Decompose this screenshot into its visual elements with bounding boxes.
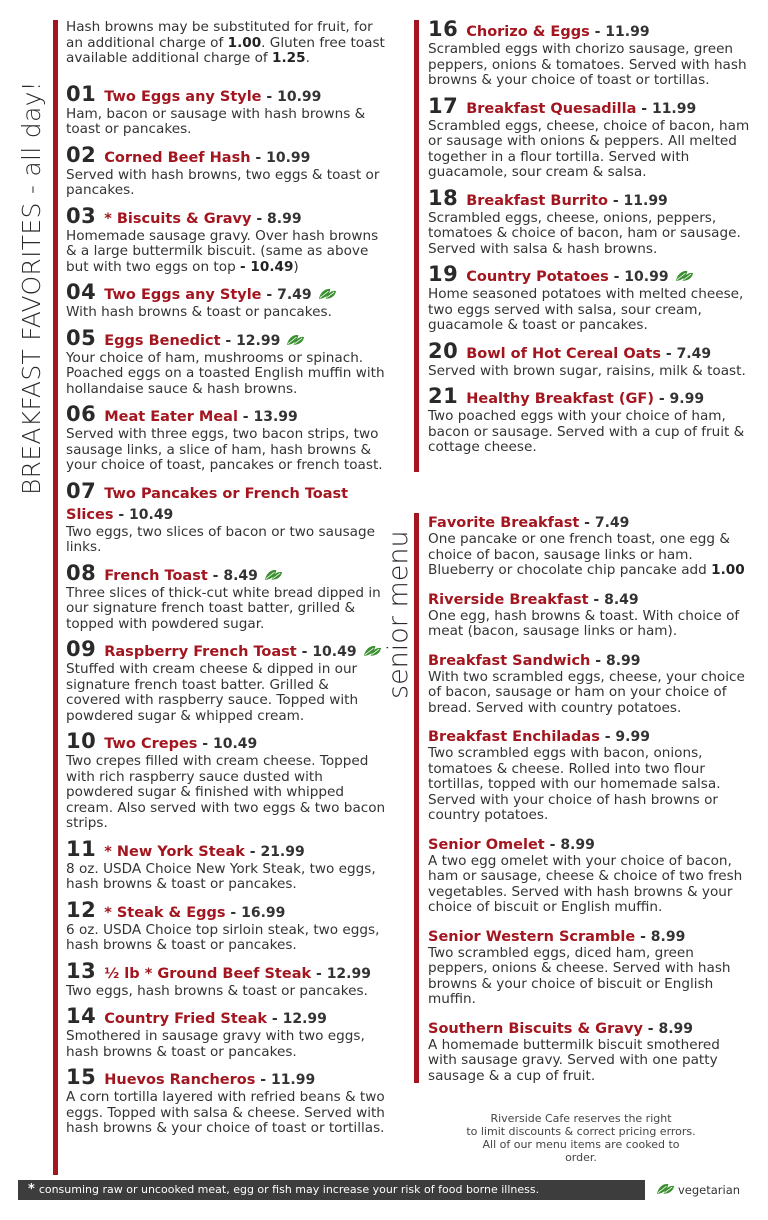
item-description: Stuffed with cream cheese & dipped in our signature french toast batter. Grilled & covered with raspberry sauce. Topped with powdered sugar & whipped cream. xyxy=(66,661,359,724)
item-number: 15 xyxy=(66,1065,97,1089)
item-price: 9.99 xyxy=(669,391,705,407)
senior-list xyxy=(428,513,750,1084)
item-name: Southern Biscuits & Gravy xyxy=(428,1020,643,1037)
menu-column-1 xyxy=(66,20,386,1145)
menu-item xyxy=(428,93,750,181)
item-description: Ham, bacon or sausage with hash browns & toast or pancakes. xyxy=(66,105,366,137)
menu-item-header xyxy=(428,338,750,364)
price-separator: - xyxy=(642,1020,659,1037)
item-number: 21 xyxy=(428,384,459,408)
menu-item xyxy=(428,17,750,89)
price-separator: - xyxy=(220,332,237,349)
item-description: Two scrambled eggs, diced ham, green peppers, onions & cheese. Served with hash browns & your choice of biscuit or English muffin. xyxy=(428,944,731,1007)
menu-item-header xyxy=(66,280,386,305)
menu-item xyxy=(428,384,750,456)
item-name: Breakfast Quesadilla xyxy=(466,100,637,117)
item-description: A corn tortilla layered with refried beans & two eggs. Topped with salsa & cheese. Served with hash browns & your choice of toast or tortillas. xyxy=(66,1089,385,1136)
menu-item xyxy=(66,203,386,276)
item-number: 19 xyxy=(428,262,459,286)
item-name: Country Potatoes xyxy=(466,269,609,285)
menu-item xyxy=(66,478,386,556)
menu-item-header xyxy=(428,1019,750,1038)
item-price: 8.99 xyxy=(605,652,641,669)
item-name: Breakfast Enchiladas xyxy=(428,729,600,745)
legend-label: vegetarian xyxy=(678,1183,741,1197)
item-price: 7.49 xyxy=(594,515,630,531)
menu-item-header xyxy=(66,1004,386,1029)
menu-item-header xyxy=(428,93,750,119)
price-separator: - xyxy=(261,88,278,105)
menu-item xyxy=(428,185,750,258)
item-name: Huevos Rancheros xyxy=(104,1072,256,1088)
item-name: Two Eggs any Style xyxy=(104,287,262,303)
leaf-icon xyxy=(318,288,337,300)
menu-item xyxy=(66,280,386,321)
item-price: 8.99 xyxy=(267,210,302,227)
item-number: 06 xyxy=(66,402,97,426)
item-number: 04 xyxy=(66,280,97,304)
menu-item xyxy=(66,560,386,633)
item-description: Two crepes filled with cream cheese. Topped with rich raspberry sauce dusted with powdered sugar & finished with whipped cream. Also served with two eggs & two bacon strips. xyxy=(66,753,386,831)
item-price: 12.99 xyxy=(236,332,281,349)
senior-menu xyxy=(428,513,750,1095)
item-price: 10.49 xyxy=(212,736,258,752)
item-price: 7.49 xyxy=(277,287,312,303)
item-description: Served with three eggs, two bacon strips, two sausage links, a slice of ham, hash browns & your choice of toast, pancakes or french toast. xyxy=(66,426,383,473)
item-description: Two eggs, two slices of bacon or two sausage links. xyxy=(66,523,375,555)
menu-item-header xyxy=(66,729,386,754)
item-name: Country Fried Steak xyxy=(104,1011,268,1027)
menu-item xyxy=(66,142,386,199)
menu-item xyxy=(428,262,750,334)
item-number: 17 xyxy=(428,93,459,118)
item-description: Your choice of ham, mushrooms or spinach. Poached eggs on a toasted English muffin with hollandaise sauce & hash browns. xyxy=(66,349,385,397)
item-number: 13 xyxy=(66,958,97,983)
item-price: 8.99 xyxy=(658,1020,694,1037)
leaf-icon xyxy=(363,645,382,657)
price-separator: - xyxy=(113,506,130,523)
menu-item-header xyxy=(66,1065,386,1090)
menu-column-2 xyxy=(428,17,750,464)
item-description: One pancake or one french toast, one egg & choice of bacon, sausage links or ham. Blueberry or chocolate chip pancake add 1.00 xyxy=(428,531,745,578)
divider-main xyxy=(53,20,58,1175)
price-separator: - xyxy=(579,515,595,531)
item-price: 11.99 xyxy=(623,192,668,209)
menu-item xyxy=(66,836,386,893)
item-number: 18 xyxy=(428,185,459,210)
item-number: 10 xyxy=(66,729,97,753)
menu-item-header xyxy=(428,835,750,854)
menu-item-header xyxy=(66,142,386,168)
item-price: 8.99 xyxy=(560,836,595,853)
menu-item-header xyxy=(428,727,750,746)
price-separator: - xyxy=(589,24,606,40)
item-name: Two Eggs any Style xyxy=(104,88,262,105)
price-separator: - xyxy=(607,192,624,209)
menu-item xyxy=(66,1065,386,1137)
menu-item xyxy=(66,402,386,474)
item-name: Two Crepes xyxy=(104,736,198,752)
leaf-icon xyxy=(286,334,305,346)
item-description: Two poached eggs with your choice of ham, bacon or sausage. Served with a cup of fruit & cottage cheese. xyxy=(428,408,745,455)
item-price: 11.99 xyxy=(270,1072,316,1088)
senior-menu-title: senior menu xyxy=(383,530,414,699)
item-name: Riverside Breakfast xyxy=(428,591,589,608)
price-separator: - xyxy=(197,736,213,752)
page-title: BREAKFAST FAVORITES - all day! xyxy=(17,81,46,495)
senior-menu-item xyxy=(428,1019,750,1085)
item-number: 05 xyxy=(66,325,97,350)
item-number: 11 xyxy=(66,836,97,861)
price-separator: - xyxy=(225,904,242,921)
item-name: French Toast xyxy=(104,567,208,584)
item-number: 09 xyxy=(66,637,97,661)
item-description: With two scrambled eggs, cheese, your choice of bacon, sausage or ham on your choice of bread. Served with country potatoes. xyxy=(428,668,745,716)
leaf-icon xyxy=(264,569,283,581)
item-price: 8.49 xyxy=(604,591,639,608)
item-name: Raspberry French Toast xyxy=(104,644,297,660)
menu-item-header xyxy=(66,560,386,586)
asterisk-marker: * xyxy=(28,1182,35,1197)
item-price: 12.99 xyxy=(282,1011,327,1027)
item-name: Favorite Breakfast xyxy=(428,515,580,531)
item-description: With hash browns & toast or pancakes. xyxy=(66,304,332,320)
item-price: 12.99 xyxy=(326,965,371,982)
menu-item-header xyxy=(428,185,750,211)
item-name: Corned Beef Hash xyxy=(104,149,251,166)
menu-item-header xyxy=(428,590,750,609)
price-separator: - xyxy=(250,149,267,166)
price-separator: - xyxy=(261,287,278,303)
price-separator: - xyxy=(588,591,605,608)
item-name: * Steak & Eggs xyxy=(104,904,226,921)
item-number: 14 xyxy=(66,1004,97,1028)
food-safety-warning: * consuming raw or uncooked meat, egg or fish may increase your risk of food borne illness. xyxy=(18,1180,645,1200)
menu-item xyxy=(66,325,386,398)
menu-item-header xyxy=(66,836,386,862)
price-separator: - xyxy=(267,1011,283,1027)
menu-item xyxy=(66,637,386,724)
price-separator: - xyxy=(311,965,327,982)
item-name: Bowl of Hot Cereal Oats xyxy=(466,345,661,362)
item-description: Homemade sausage gravy. Over hash browns & a large buttermilk biscuit. (same as above but with two eggs on top - 10.49) xyxy=(66,227,379,275)
item-name: * Biscuits & Gravy xyxy=(104,210,252,227)
menu-item xyxy=(66,729,386,832)
item-price: 10.99 xyxy=(624,269,669,285)
menu-item-header xyxy=(66,81,386,107)
item-description: Scrambled eggs, cheese, choice of bacon, ham or sausage with onions & peppers. All melted together in a flour tortilla. Served with guacamole, sour cream & salsa. xyxy=(428,117,750,180)
vegetarian-legend xyxy=(656,1181,740,1199)
item-number: 12 xyxy=(66,897,97,922)
menu-item-header xyxy=(428,513,750,532)
menu-item xyxy=(66,81,386,138)
menu-item-header xyxy=(66,958,386,984)
item-price: 10.99 xyxy=(266,149,311,166)
intro-note: Hash browns may be substituted for fruit, for an additional charge of 1.00. Gluten free toast available additional charge of 1.25. xyxy=(66,19,385,66)
leaf-icon xyxy=(675,270,694,282)
item-name: Eggs Benedict xyxy=(104,332,221,349)
item-name: Breakfast Sandwich xyxy=(428,652,591,669)
item-number: 08 xyxy=(66,560,97,585)
senior-menu-item xyxy=(428,835,750,916)
menu-item xyxy=(428,338,750,380)
menu-item-header xyxy=(66,203,386,229)
menu-item-header xyxy=(428,17,750,42)
price-separator: - xyxy=(255,1072,271,1088)
item-description: 8 oz. USDA Choice New York Steak, two eggs, hash browns & toast or pancakes. xyxy=(66,860,376,892)
price-separator: - xyxy=(244,843,261,860)
item-number: 02 xyxy=(66,142,97,167)
item-name: Meat Eater Meal xyxy=(104,409,238,425)
item-description: Two scrambled eggs with bacon, onions, tomatoes & cheese. Rolled into two flour tortillas, topped with our homemade salsa. Served with your choice of hash browns or country potatoes. xyxy=(428,745,721,823)
favorites-list xyxy=(66,81,386,1137)
item-number: 20 xyxy=(428,338,459,363)
menu-item xyxy=(66,958,386,1000)
pricing-disclaimer: Riverside Cafe reserves the right to limit discounts & correct pricing errors. All of our menu items are cooked to order. xyxy=(466,1112,696,1164)
price-separator: - xyxy=(653,391,670,407)
price-separator: - xyxy=(237,409,254,425)
item-name: Breakfast Burrito xyxy=(466,192,608,209)
item-number: 16 xyxy=(428,17,459,41)
leaf-icon xyxy=(656,1183,675,1195)
price-separator: - xyxy=(296,644,313,660)
item-name: * New York Steak xyxy=(104,843,245,860)
price-separator: - xyxy=(590,652,606,669)
item-price: 8.49 xyxy=(223,567,258,584)
price-separator: - xyxy=(636,100,652,117)
item-name: Healthy Breakfast (GF) xyxy=(466,391,654,407)
item-name: Senior Omelet xyxy=(428,836,545,853)
menu-item xyxy=(66,897,386,954)
item-description: Two eggs, hash browns & toast or pancakes. xyxy=(66,982,368,999)
divider-senior xyxy=(414,513,419,1083)
item-description: One egg, hash browns & toast. With choice of meat (bacon, sausage links or ham). xyxy=(428,607,740,639)
menu-item-header xyxy=(66,402,386,427)
menu-item-header xyxy=(428,651,750,670)
item-name: ½ lb * Ground Beef Steak xyxy=(104,965,312,982)
item-price: 13.99 xyxy=(253,409,298,425)
item-description: A homemade buttermilk biscuit smothered with sausage gravy. Served with one patty sausage & a cup of fruit. xyxy=(428,1036,720,1084)
menu-item-header xyxy=(66,325,386,351)
price-separator: - xyxy=(251,210,268,227)
item-price: 11.99 xyxy=(605,24,650,40)
item-price: 21.99 xyxy=(260,843,305,860)
senior-menu-item xyxy=(428,513,750,579)
item-description: Scrambled eggs with chorizo sausage, green peppers, onions & tomatoes. Served with hash browns & your choice of toast or tortillas. xyxy=(428,41,747,88)
item-name: Senior Western Scramble xyxy=(428,928,636,945)
item-price: 16.99 xyxy=(241,904,286,921)
item-number: 07 xyxy=(66,478,97,503)
menu-item-header xyxy=(66,897,386,923)
item-price: 9.99 xyxy=(615,729,650,745)
price-separator: - xyxy=(599,729,616,745)
senior-menu-item xyxy=(428,927,750,1008)
item-description: 6 oz. USDA Choice top sirloin steak, two eggs, hash browns & toast or pancakes. xyxy=(66,921,380,953)
menu-item-header xyxy=(428,927,750,946)
menu-item xyxy=(66,1004,386,1060)
item-description: Served with brown sugar, raisins, milk & toast. xyxy=(428,362,746,379)
item-price: 11.99 xyxy=(651,100,697,117)
item-price: 7.49 xyxy=(676,345,712,362)
item-price: 10.49 xyxy=(312,644,357,660)
menu-item-header xyxy=(428,384,750,409)
item-description: Three slices of thick-cut white bread dipped in our signature french toast batter, grilled & topped with powdered sugar. xyxy=(66,584,381,632)
price-separator: - xyxy=(635,928,651,945)
item-price: 8.99 xyxy=(650,928,686,945)
menu-item-header xyxy=(428,262,750,287)
item-description: Smothered in sausage gravy with two eggs, hash browns & toast or pancakes. xyxy=(66,1028,365,1060)
item-name: Chorizo & Eggs xyxy=(466,24,590,40)
menu-item-header xyxy=(66,637,386,662)
senior-menu-item xyxy=(428,590,750,640)
menu-item-header xyxy=(66,478,386,525)
item-description: Served with hash browns, two eggs & toast or pancakes. xyxy=(66,166,380,198)
favorites-list-continued xyxy=(428,17,750,456)
item-number: 03 xyxy=(66,203,97,228)
price-separator: - xyxy=(608,269,625,285)
senior-menu-item xyxy=(428,727,750,824)
price-separator: - xyxy=(207,567,224,584)
price-separator: - xyxy=(661,345,677,362)
senior-menu-item xyxy=(428,651,750,717)
divider-column-2 xyxy=(414,20,419,472)
item-description: Scrambled eggs, cheese, onions, peppers, tomatoes & choice of bacon, ham or sausage. Served with salsa & hash browns. xyxy=(428,209,741,257)
item-description: Home seasoned potatoes with melted cheese, two eggs served with salsa, sour cream, guacamole & toast or pancakes. xyxy=(428,286,744,333)
item-number: 01 xyxy=(66,81,97,106)
item-price: 10.99 xyxy=(277,88,322,105)
item-description: A two egg omelet with your choice of bacon, ham or sausage, cheese & choice of two fresh vegetables. Served with hash browns & your choice of biscuit or English muffin. xyxy=(428,852,743,915)
item-price: 10.49 xyxy=(129,506,174,523)
price-separator: - xyxy=(544,836,561,853)
item-name: Two Pancakes or French Toast Slices xyxy=(66,485,349,523)
